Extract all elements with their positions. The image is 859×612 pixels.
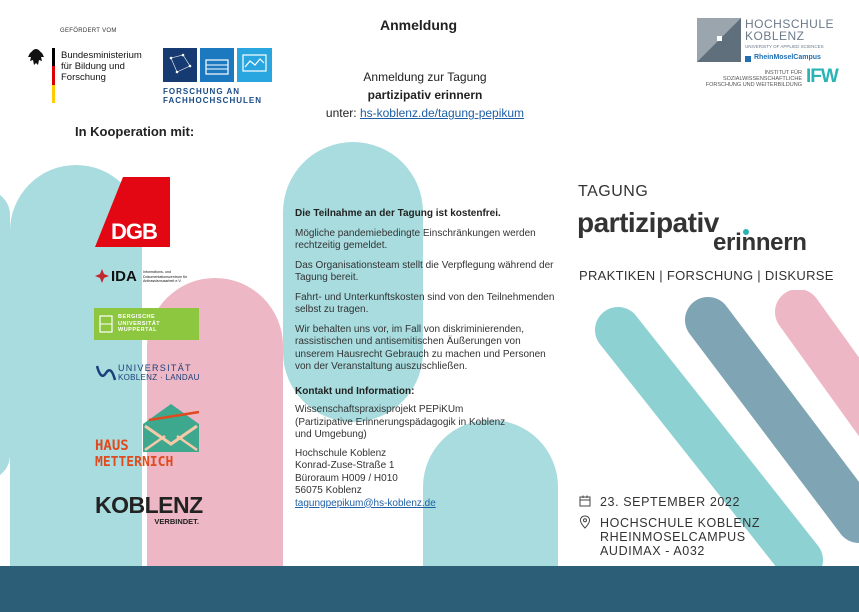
ifw-text: INSTITUT FÜR SOZIALWISSENSCHAFTLICHE FORSCHUNG UND WEITERBILDUNG [705, 70, 802, 88]
federal-flag [52, 48, 55, 103]
registration-link[interactable]: hs-koblenz.de/tagung-pepikum [359, 106, 525, 120]
info-p1: Mögliche pandemiebedingte Einschränkungen werden rechtzeitig gemeldet. [295, 227, 536, 251]
info-p2: Das Organisationsteam stellt die Verpflegung während der Tagung bereit. [295, 259, 554, 283]
haus-metternich-logo [95, 402, 205, 474]
contact-addr1: Hochschule Koblenz [295, 447, 387, 459]
ida-subtitle: Informations- und Dokumentationszentrum für Antirassismusarbeit e.V. [143, 270, 188, 283]
registration-block [290, 68, 560, 122]
wuppertal-label: BERGISCHE UNIVERSITÄT WUPPERTAL [118, 314, 161, 333]
event-place-line1: HOCHSCHULE KOBLENZ [600, 516, 761, 530]
haus-line2: METTERNICH [95, 455, 174, 470]
ida-logo [95, 268, 205, 286]
hs-name2: KOBLENZ [745, 29, 805, 43]
registration-heading: Anmeldung [380, 17, 457, 33]
ida-star-icon [95, 269, 109, 283]
info-p3: Fahrt- und Unterkunftskosten sind von den Teilnehmenden selbst zu tragen. [295, 291, 555, 315]
cover-title-line1: partizipativ [577, 207, 719, 238]
bmbf-name: Bundesministerium für Bildung und Forschung [61, 50, 142, 83]
uni-line1: UNIVERSITÄT [118, 363, 192, 373]
fafh-name: FORSCHUNG AN FACHHOCHSCHULEN [163, 87, 262, 105]
hs-tagline: UNIVERSITY OF APPLIED SCIENCES [745, 44, 824, 49]
calendar-icon [579, 495, 591, 507]
event-date: 23. SEPTEMBER 2022 [600, 495, 741, 509]
uni-koblenz-landau-emblem-icon [95, 363, 117, 383]
ida-label: IDA [111, 268, 137, 285]
fafh-logo [163, 48, 275, 105]
contact-email[interactable]: tagungpepikum@hs-koblenz.de [295, 497, 436, 509]
ifw-mark: IFW [806, 66, 838, 87]
dgb-logo [95, 177, 170, 247]
haus-envelope-icon [141, 402, 201, 456]
koblenz-line1: KOBLENZ [95, 492, 203, 518]
koblenz-line2: VERBINDET. [154, 517, 199, 526]
contact-addr3: Büroraum H009 / H010 [295, 472, 398, 484]
location-pin-icon [579, 515, 591, 529]
contact-heading: Kontakt und Information: [295, 385, 415, 397]
koblenz-verbindet-logo [95, 493, 205, 529]
wuppertal-emblem-icon [98, 314, 114, 334]
info-free: Die Teilnahme an der Tagung ist kostenfrei. [295, 208, 501, 219]
registration-line3 [290, 104, 560, 122]
hs-name1: HOCHSCHULE [745, 17, 835, 31]
cover-tagung: TAGUNG [578, 183, 649, 200]
info-column [295, 208, 560, 510]
registration-prefix: unter: [325, 106, 357, 120]
federal-eagle-icon [27, 47, 45, 71]
registration-line1: Anmeldung zur Tagung [363, 70, 487, 84]
bg-teal-arch-edge [0, 190, 10, 480]
event-place [600, 516, 760, 558]
info-p4: Wir behalten uns vor, im Fall von diskriminierenden, rassistischen und antisemitischen Äußerungen von unserem Hausrecht Gebrauch zu machen und Personen von der Veranstaltung auszuschließen. [295, 323, 546, 372]
footer-bar [0, 566, 859, 612]
funding-label: GEFÖRDERT VOM [60, 28, 117, 34]
wuppertal-logo [94, 308, 199, 340]
uni-koblenz-landau-logo [95, 362, 205, 384]
contact-addr2: Konrad-Zuse-Straße 1 [295, 460, 395, 471]
haus-line1: HAUS [95, 438, 129, 454]
cooperation-heading: In Kooperation mit: [75, 124, 195, 139]
contact-addr4: 56075 Koblenz [295, 485, 362, 496]
event-place-line3: AUDIMAX - A032 [600, 544, 705, 558]
fafh-tiles-icon [163, 48, 272, 82]
cover-title-line2: erinnern [713, 229, 807, 256]
hs-koblenz-mark-icon [697, 18, 741, 62]
event-place-line2: RHEINMOSELCAMPUS [600, 530, 746, 544]
uni-line2: KOBLENZ · LANDAU [118, 373, 200, 382]
hs-campus-square-icon [745, 56, 751, 62]
cover-subtitle: PRAKTIKEN | FORSCHUNG | DISKURSE [579, 268, 834, 283]
registration-line2: partizipativ erinnern [367, 88, 483, 102]
dgb-label: DGB [111, 219, 157, 244]
hs-campus: RheinMoselCampus [754, 54, 821, 61]
hs-koblenz-logo [697, 18, 847, 66]
contact-project: Wissenschaftspraxisprojekt PEPiKUm (Partizipative Erinnerungspädagogik in Koblenz und Umgebung) [295, 404, 506, 440]
